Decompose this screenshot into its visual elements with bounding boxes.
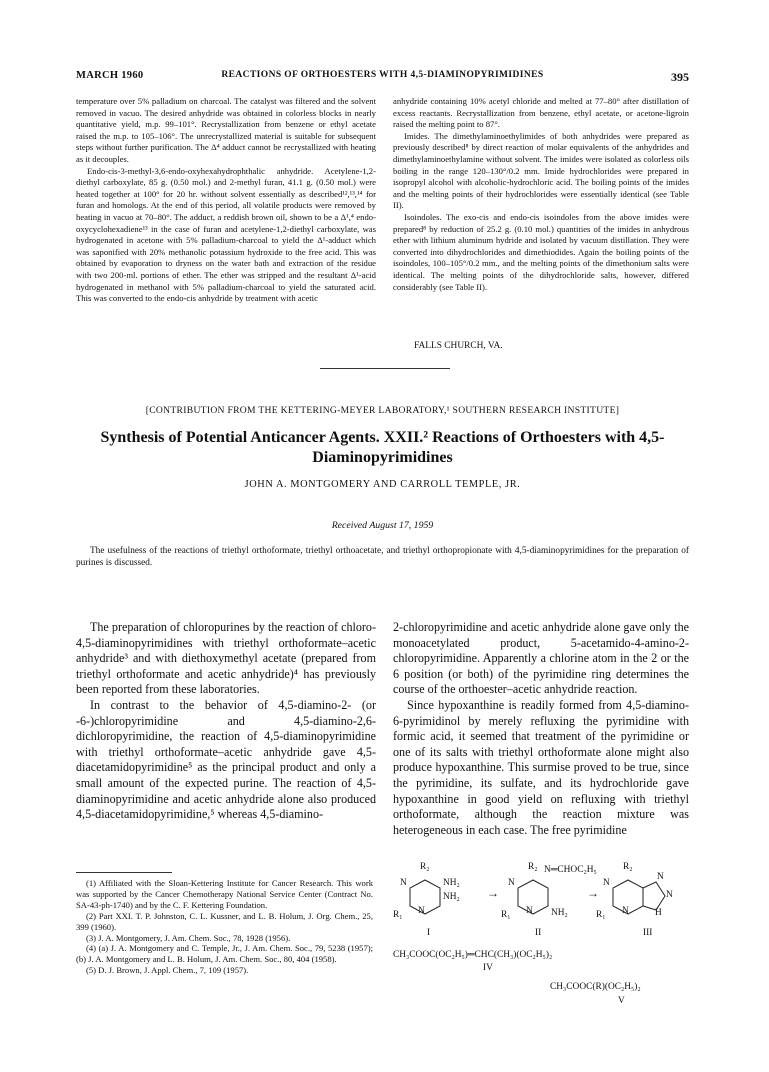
footnotes xyxy=(76,878,373,976)
footnote-rule xyxy=(76,872,172,873)
footnote: (4) (a) J. A. Montgomery and C. Temple, Jr., J. Am. Chem. Soc., 79, 5238 (1957); (b) J. A. Montgomery and L. B. Holum, J. Am. Chem. Soc., 80, 404 (1958). xyxy=(76,943,373,965)
prev-paragraph: Imides. The dimethylaminoethylimides of both anhydrides were prepared as previously described⁸ by direct reaction of molar equivalents of the anhydrides and dimethylaminoethylamine without solvent. The imides were isolated as colorless oils boiling in the range 120–130°/0.2 mm. Imide hydrochlorides were prepared in isopropyl alcohol with alcoholic-hydrochloric acid. The boiling points of the imides and the melting points of their hydrochlorides were essentially identical (see Table II). xyxy=(393,130,689,211)
body-paragraph: 2-chloropyrimidine and acetic anhydride alone gave only the monoacetylated product, 5-acetamido-4-amino-2-chloropyrimidine. Apparently a chlorine atom in the 2 or the 6 position (or both) of the pyrimidine ring determines the course of the orthoester–acetic anhydride reaction. xyxy=(393,620,689,697)
compound-i-ring xyxy=(410,880,440,914)
label-r2: R₂ xyxy=(420,862,430,872)
article-title: Synthesis of Potential Anticancer Agents. XXII.² Reactions of Orthoesters with 4,5-Diaminopyrimidines xyxy=(100,429,665,466)
label-i: I xyxy=(427,928,431,938)
scheme-structures xyxy=(393,860,689,1020)
contribution-line: [CONTRIBUTION FROM THE KETTERING-MEYER LABORATORY,¹ SOUTHERN RESEARCH INSTITUTE] xyxy=(145,405,620,416)
header-date: MARCH 1960 xyxy=(76,70,144,81)
prev-paragraph: Isoindoles. The exo-cis and endo-cis isoindoles from the above imides were prepared⁸ by reduction of 25.2 g. (0.10 mol.) quantities of the imides in anhydrous ether with lithium aluminum hydride and isolated by vacuum distillation. They were converted into dihydrochlorides and dimethiodides. Again the boiling points of the isoindoles, 100–105°/0.2 mm., and the melting points of the dimethonium salts were identical. The melting points of the dihydrochloride salts, however, differed considerably (see Table II). xyxy=(393,211,689,292)
label-n: N xyxy=(418,906,425,916)
label-n: N xyxy=(622,906,629,916)
label-v: V xyxy=(618,996,625,1006)
reaction-scheme xyxy=(393,860,689,1020)
received-date: Received August 17, 1959 xyxy=(331,520,434,531)
label-iv: IV xyxy=(483,963,493,973)
prev-article-right-column xyxy=(393,96,689,293)
reaction-arrow: → xyxy=(587,886,599,900)
prev-article-left-column xyxy=(76,96,376,305)
label-iii: III xyxy=(643,928,653,938)
prev-paragraph: temperature over 5% palladium on charcoal. The catalyst was filtered and the solvent removed in vacuo. The desired anhydride was obtained in colorless blocks in nearly quantitative yield, m.p. 99–101°. Recrystallization from benzene or ethyl acetate raised the m.p. to 105–106°. The unrecrystallized material is suitable for subsequent steps without further purification. The Δ⁴ adduct cannot be recrystallized with heating as it decouples. xyxy=(76,96,376,164)
label-n: N xyxy=(400,878,407,888)
compound-ii-ring xyxy=(518,880,548,914)
prev-paragraph: anhydride containing 10% acetyl chloride and melted at 77–80° after distillation of excess reactants. Recrystallization from benzene, ethyl acetate, or acetone-ligroin raised the melting point to 87°. xyxy=(393,96,689,130)
label-nh2: NH₂ xyxy=(443,892,460,902)
prev-paragraph: Endo-cis-3-methyl-3,6-endo-oxyhexahydrophthalic anhydride. Acetylene-1,2-diethyl carboxylate, 85 g. (0.50 mol.) and 2-methyl furan, 41.1 g. (0.50 mol.) were heated together at 100° for 20 hr. without solvent essentially as described¹²,¹³,¹⁴ for furan and homologs. At the end of this period, all volatile products were removed by heating in vacuo at 70–80°. The adduct, a reddish brown oil, shown to be a Δ¹,⁴ endo-oxycyclohexadiene¹³ in the case of furan and acetylene-1,2-diethyl carboxylate, was hydrogenated in acetone with 5% palladium-charcoal to yield the Δ¹-adduct which was saponified with 20% methanolic potassium hydroxide to the free acid. This was obtained by evaporation to dryness on the water bath and extraction of the residue with two 200-ml. portions of ether. The ether was stripped and the resultant Δ¹-acid hydrogenated in methanol with 5% palladium-charcoal to yield the saturated acid. This was converted to the endo-cis anhydride by treatment with acetic xyxy=(76,165,376,304)
footnote: (5) D. J. Brown, J. Appl. Chem., 7, 109 (1957). xyxy=(86,965,249,976)
label-nh2: NH₂ xyxy=(551,908,568,918)
compound-iii-imidazole xyxy=(643,882,665,910)
reaction-arrow: → xyxy=(487,886,499,900)
label-h: H xyxy=(655,908,662,918)
label-r1: R₁ xyxy=(501,910,511,920)
section-divider xyxy=(320,368,450,369)
footnote: (2) Part XXI. T. P. Johnston, C. L. Kussner, and L. B. Holum, J. Org. Chem., 25, 399 (1960). xyxy=(76,910,373,932)
formula-iv: CH₃COOC(OC₂H₅)═CHC(CH₃)(OC₂H₅)₂ xyxy=(393,950,553,960)
authors: JOHN A. MONTGOMERY AND CARROLL TEMPLE, JR. xyxy=(244,479,521,490)
label-imidate: N═CHOC₂H₅ xyxy=(544,865,597,875)
abstract: The usefulness of the reactions of triethyl orthoformate, triethyl orthoacetate, and triethyl orthopropionate with 4,5-diaminopyrimidines for the preparation of purines is discussed. xyxy=(76,546,689,569)
label-n: N xyxy=(666,890,673,900)
label-nh2: NH₂ xyxy=(443,878,460,888)
running-header xyxy=(76,70,689,84)
label-n: N xyxy=(526,906,533,916)
footnote: (1) Affiliated with the Sloan-Kettering Institute for Cancer Research. This work was supported by the Cancer Chemotherapy National Service Center (Contract No. SA-43-ph-1740) and by the C. F. Kettering Foundation. xyxy=(76,878,373,910)
label-n: N xyxy=(603,878,610,888)
body-left-column xyxy=(76,620,376,823)
label-r2: R₂ xyxy=(528,862,538,872)
body-right-column xyxy=(393,620,689,838)
body-paragraph: In contrast to the behavior of 4,5-diamino-2- (or -6-)chloropyrimidine and 4,5-diamino-2,6-dichloropyrimidine, the reaction of 4,5-diaminopyrimidine with triethyl orthoformate–acetic anhydride gave 4,5-diacetamidopyrimidine⁵ as the principal product and only a small amount of the expected purine. The reaction of 4,5-diaminopyrimidine and acetic anhydride alone also produced 4,5-diacetamidopyrimidine,⁵ whereas 4,5-diamino- xyxy=(76,697,376,822)
location-line: FALLS CHURCH, VA. xyxy=(414,341,503,351)
page-number: 395 xyxy=(671,70,689,84)
body-paragraph: The preparation of chloropurines by the reaction of chloro-4,5-diaminopyrimidines with triethyl orthoformate–acetic anhydride³ and with diethoxymethyl acetate (prepared from triethyl orthoformate and acetic anhydride)⁴ has previously been reported from these laboratories. xyxy=(76,620,376,697)
header-title: REACTIONS OF ORTHOESTERS WITH 4,5-DIAMINOPYRIMIDINES xyxy=(221,70,544,80)
label-r2: R₂ xyxy=(623,862,633,872)
body-paragraph: Since hypoxanthine is readily formed from 4,5-diamino-6-pyrimidinol by merely refluxing the pyrimidine with formic acid, it seemed that treatment of the pyrimidine or one of its salts with triethyl orthoformate alone might also produce hypoxanthine. This surmise proved to be true, since the pyrimidine, its sulfate, and its hydrochloride gave hypoxanthine in good yield on refluxing with triethyl orthoformate, although the reaction mixture was heterogeneous in each case. The free pyrimidine xyxy=(393,697,689,837)
label-r1: R₁ xyxy=(596,910,606,920)
footnote: (3) J. A. Montgomery, J. Am. Chem. Soc., 78, 1928 (1956). xyxy=(86,932,291,943)
formula-v: CH₃COOC(R)(OC₂H₅)₂ xyxy=(550,982,641,992)
label-n: N xyxy=(508,878,515,888)
label-r1: R₁ xyxy=(393,910,403,920)
label-ii: II xyxy=(535,928,542,938)
label-n: N xyxy=(657,872,664,882)
